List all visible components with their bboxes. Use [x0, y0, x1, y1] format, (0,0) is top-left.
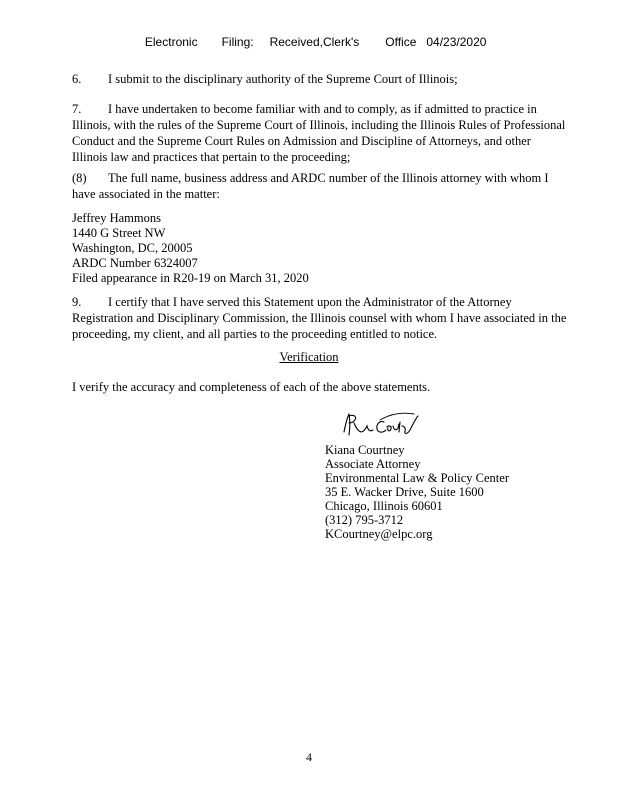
page-number: 4	[306, 750, 312, 764]
associate-city: Washington, DC, 20005	[72, 241, 193, 255]
header-electronic: Electronic	[144, 35, 198, 49]
paragraph-line: Illinois, with the rules of the Supreme Court of Illinois, including the Illinois Rules of Professional	[72, 118, 566, 132]
paragraph-line: I have undertaken to become familiar with and to comply, as if admitted to practice in	[108, 102, 537, 116]
verification-statement: I verify the accuracy and completeness of each of the above statements.	[72, 380, 431, 394]
paragraph-9	[72, 294, 566, 342]
paragraph-line: The full name, business address and ARDC number of the Illinois attorney with whom I	[108, 171, 549, 185]
paragraph-line: Registration and Disciplinary Commission, the Illinois counsel with whom I have associated in the	[72, 311, 567, 325]
paragraph-line: I certify that I have served this Statement upon the Administrator of the Attorney	[108, 295, 512, 309]
paragraph-line: proceeding, my client, and all parties to the proceeding entitled to notice.	[72, 327, 438, 341]
paragraph-number: (8)	[72, 171, 87, 185]
header-date: 04/23/2020	[426, 35, 487, 49]
signer-email: KCourtney@elpc.org	[325, 527, 433, 541]
paragraph-number: 9.	[72, 295, 82, 309]
signature-image	[340, 408, 420, 440]
verification-title: Verification	[279, 350, 339, 364]
signer-title: Associate Attorney	[325, 457, 421, 471]
paragraph-6	[72, 71, 458, 87]
associate-name: Jeffrey Hammons	[72, 211, 161, 225]
header-filing: Filing:	[221, 35, 254, 49]
paragraph-text: I submit to the disciplinary authority of the Supreme Court of Illinois;	[108, 72, 458, 86]
signer-name: Kiana Courtney	[325, 443, 405, 457]
paragraph-line: have associated in the matter:	[72, 187, 220, 201]
associate-address-block	[72, 211, 309, 286]
paragraph-line: Illinois law and practices that pertain to the proceeding;	[72, 150, 351, 164]
associate-ardc: ARDC Number 6324007	[72, 256, 198, 270]
signer-city: Chicago, Illinois 60601	[325, 499, 443, 513]
paragraph-number: 6.	[72, 72, 82, 86]
filing-header	[0, 21, 618, 63]
paragraph-7	[72, 101, 565, 165]
signer-street: 35 E. Wacker Drive, Suite 1600	[325, 485, 484, 499]
paragraph-8	[72, 170, 549, 202]
header-office: Office	[385, 35, 417, 49]
associate-street: 1440 G Street NW	[72, 226, 166, 240]
associate-filed: Filed appearance in R20-19 on March 31, 2020	[72, 271, 309, 285]
signer-org: Environmental Law & Policy Center	[325, 471, 509, 485]
header-received-clerks: Received,Clerk's	[269, 35, 360, 49]
paragraph-line: Conduct and the Supreme Court Rules on Admission and Discipline of Attorneys, and other	[72, 134, 531, 148]
signer-block	[325, 443, 509, 541]
signer-phone: (312) 795-3712	[325, 513, 404, 527]
paragraph-number: 7.	[72, 102, 82, 116]
